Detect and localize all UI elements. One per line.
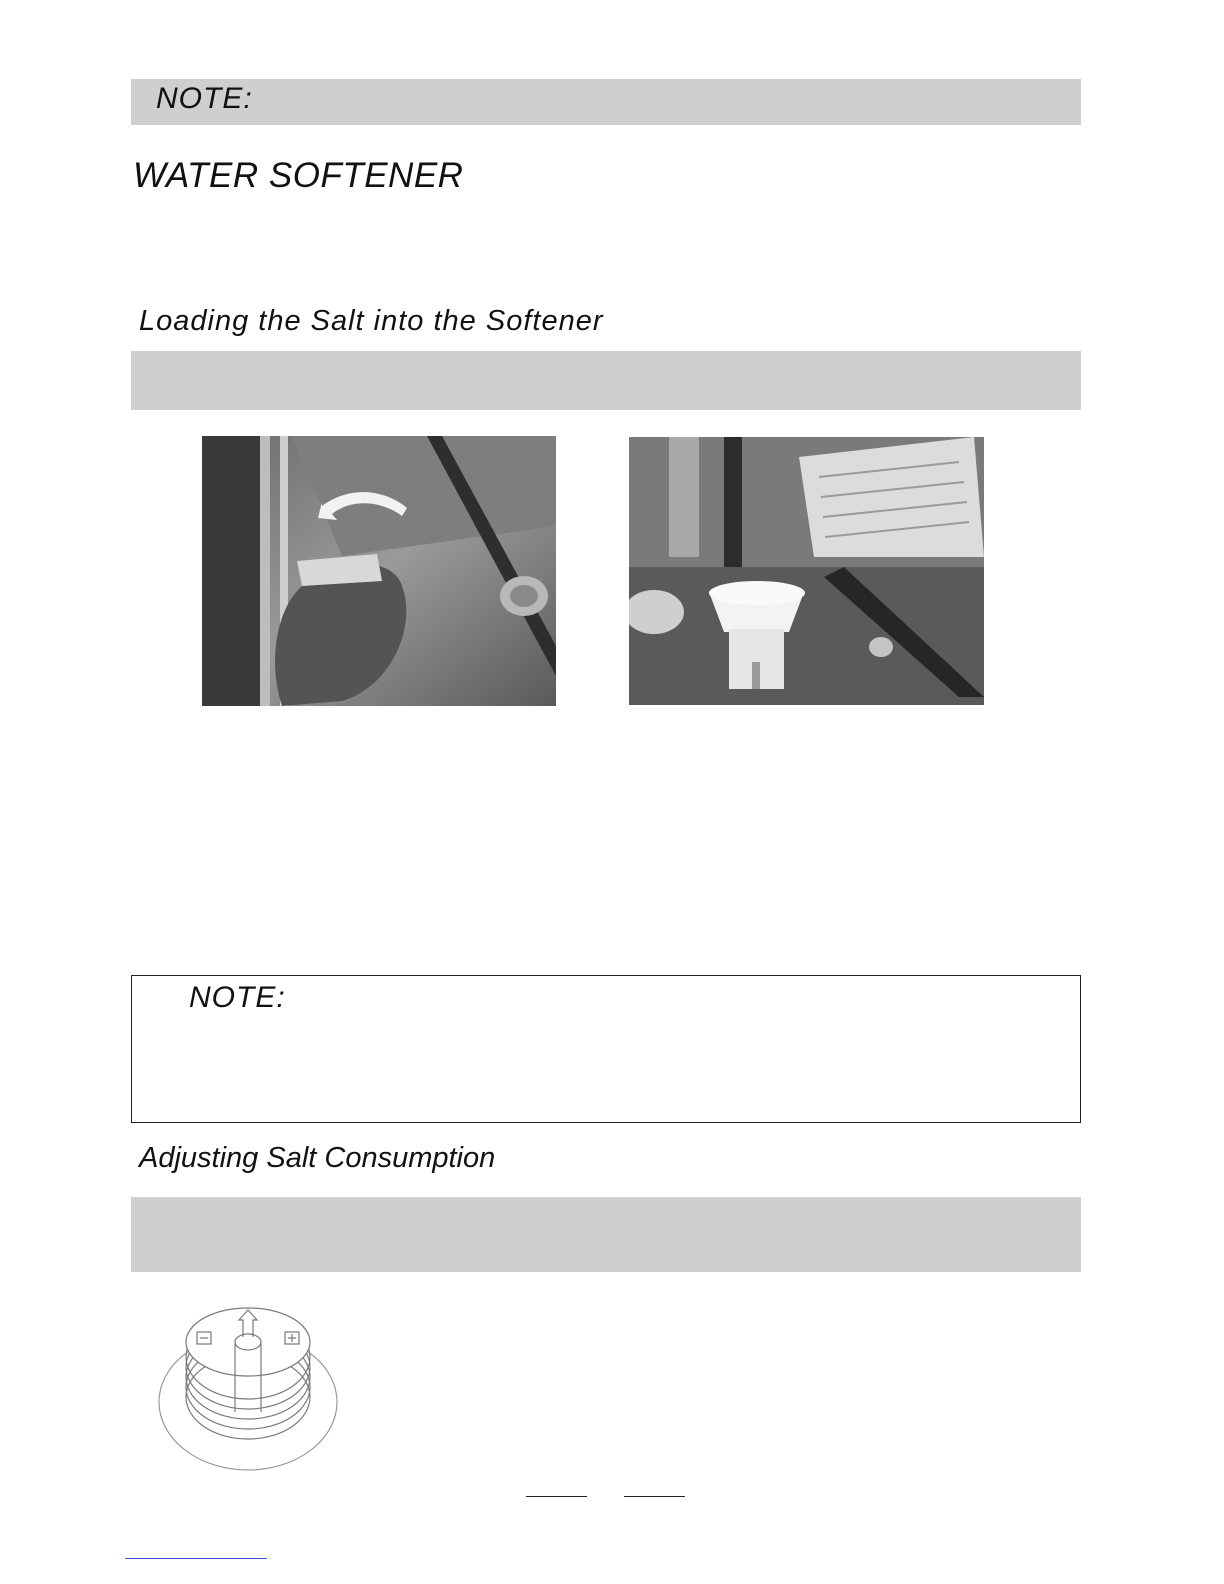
softener-dial-drawing xyxy=(155,1302,345,1474)
loading-heading: Loading the Salt into the Softener xyxy=(139,305,604,337)
footer-underline-right xyxy=(624,1496,685,1497)
footer-underline-left xyxy=(526,1496,587,1497)
photo-salt-funnel xyxy=(629,437,984,705)
note-box xyxy=(131,975,1081,1123)
note-bar-top xyxy=(131,79,1081,125)
adjusting-instruction-bar xyxy=(131,1197,1081,1272)
loading-instruction-bar xyxy=(131,351,1081,410)
footer-link-underline xyxy=(125,1558,267,1559)
section-title: WATER SOFTENER xyxy=(133,156,464,195)
photo-open-cap xyxy=(202,436,556,706)
note-label: NOTE: xyxy=(156,82,253,115)
adjusting-heading: Adjusting Salt Consumption xyxy=(139,1142,496,1174)
note-box-label: NOTE: xyxy=(189,981,286,1014)
